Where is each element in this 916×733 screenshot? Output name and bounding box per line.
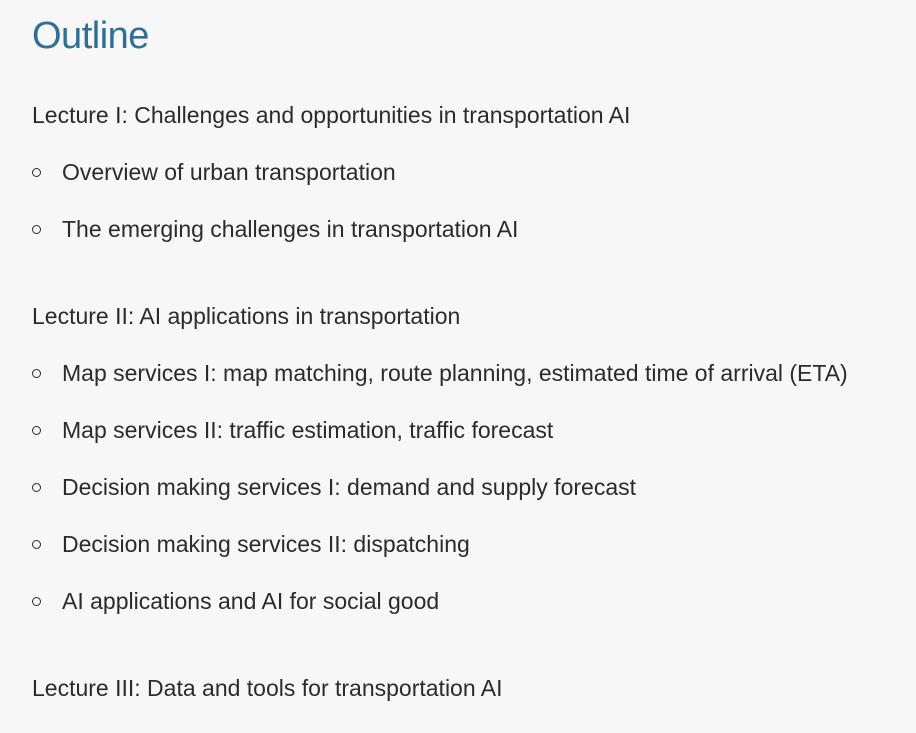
list-item: [32, 357, 848, 389]
list-item-label: Decision making services II: dispatching: [62, 531, 470, 557]
list-item: [32, 585, 439, 617]
circle-bullet-icon: [32, 369, 41, 378]
circle-bullet-icon: [32, 426, 41, 435]
lecture-1-heading: Lecture I: Challenges and opportunities in transportation AI: [32, 102, 631, 128]
circle-bullet-icon: [32, 168, 41, 177]
list-item: [32, 528, 470, 560]
circle-bullet-icon: [32, 597, 41, 606]
list-item-label: Map services II: traffic estimation, traffic forecast: [62, 417, 554, 443]
list-item-label: Decision making services I: demand and supply forecast: [62, 474, 637, 500]
list-item-label: The emerging challenges in transportation AI: [62, 216, 519, 242]
list-item: [32, 414, 553, 446]
circle-bullet-icon: [32, 483, 41, 492]
list-item-label: Map services I: map matching, route planning, estimated time of arrival (ETA): [62, 360, 848, 386]
lecture-2-heading: Lecture II: AI applications in transportation: [32, 303, 461, 329]
list-item: [32, 213, 518, 245]
page-title: Outline: [32, 15, 149, 57]
circle-bullet-icon: [32, 540, 41, 549]
list-item: [32, 471, 636, 503]
lecture-3-heading: Lecture III: Data and tools for transportation AI: [32, 675, 503, 701]
list-item-label: AI applications and AI for social good: [62, 588, 440, 614]
list-item: [32, 156, 396, 188]
circle-bullet-icon: [32, 225, 41, 234]
list-item-label: Overview of urban transportation: [62, 159, 396, 185]
